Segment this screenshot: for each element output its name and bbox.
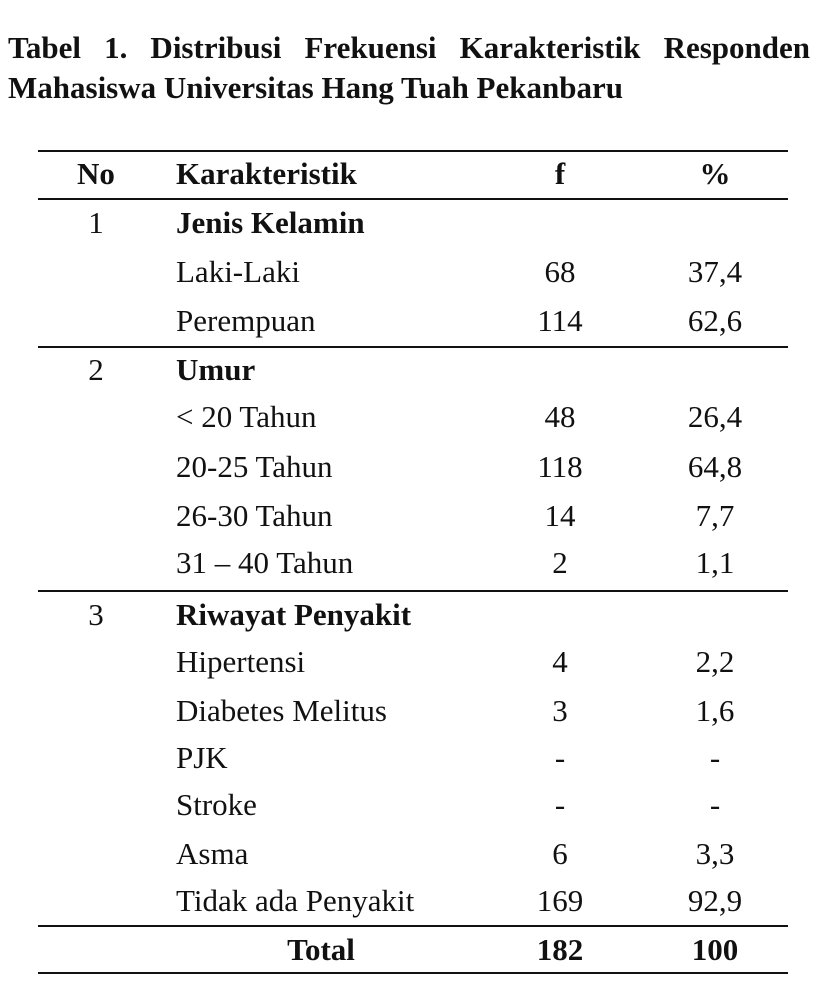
group-title: Riwayat Penyakit <box>176 597 412 632</box>
row-frequency: - <box>554 787 566 822</box>
row-percent: - <box>709 740 721 775</box>
row-label: Asma <box>176 836 249 871</box>
row-label: Stroke <box>176 787 257 822</box>
row-frequency: 4 <box>552 644 568 679</box>
row-label: 31 – 40 Tahun <box>176 545 354 580</box>
row-label: Diabetes Melitus <box>176 693 387 728</box>
group-number: 2 <box>88 352 104 387</box>
row-frequency: 3 <box>552 693 568 728</box>
total-label: Total <box>287 932 355 967</box>
group-number: 1 <box>88 205 104 240</box>
row-label: 26-30 Tahun <box>176 498 333 533</box>
row-label: Tidak ada Penyakit <box>176 883 415 918</box>
header-bottom-rule <box>38 198 788 200</box>
header-no: No <box>77 156 115 191</box>
table-bottom-rule <box>38 972 788 974</box>
group-number: 3 <box>88 597 104 632</box>
header-f: f <box>554 156 566 191</box>
row-label: Hipertensi <box>176 644 306 679</box>
row-percent: 37,4 <box>687 254 743 289</box>
group-2-bottom-rule <box>38 590 788 592</box>
group-1-bottom-rule <box>38 346 788 348</box>
total-percent: 100 <box>691 932 739 967</box>
group-title: Jenis Kelamin <box>176 205 365 240</box>
header-percent: % <box>699 156 731 191</box>
row-frequency: 2 <box>552 545 568 580</box>
row-frequency: 114 <box>537 303 583 338</box>
total-top-rule <box>38 925 788 927</box>
row-label: Perempuan <box>176 303 316 338</box>
row-frequency: 6 <box>552 836 568 871</box>
row-frequency: 48 <box>544 399 576 434</box>
row-percent: 2,2 <box>695 644 735 679</box>
row-frequency: 169 <box>536 883 584 918</box>
row-frequency: 14 <box>544 498 576 533</box>
row-percent: 92,9 <box>687 883 743 918</box>
group-title: Umur <box>176 352 256 387</box>
row-percent: 62,6 <box>687 303 743 338</box>
table-caption: Tabel 1. Distribusi Frekuensi Karakteristik Responden Mahasiswa Universitas Hang Tuah Pekanbaru <box>8 30 810 105</box>
row-label: 20-25 Tahun <box>176 449 333 484</box>
row-percent: 64,8 <box>687 449 743 484</box>
row-label: < 20 Tahun <box>176 399 317 434</box>
row-percent: - <box>709 787 721 822</box>
header-karakteristik: Karakteristik <box>176 156 357 191</box>
row-label: PJK <box>176 740 228 775</box>
row-percent: 7,7 <box>695 498 735 533</box>
row-percent: 3,3 <box>695 836 735 871</box>
row-frequency: - <box>554 740 566 775</box>
table-top-rule <box>38 150 788 152</box>
row-percent: 26,4 <box>687 399 743 434</box>
row-percent: 1,6 <box>695 693 735 728</box>
row-frequency: 118 <box>537 449 583 484</box>
total-frequency: 182 <box>536 932 584 967</box>
row-percent: 1,1 <box>695 545 735 580</box>
row-frequency: 68 <box>544 254 576 289</box>
row-label: Laki-Laki <box>176 254 300 289</box>
